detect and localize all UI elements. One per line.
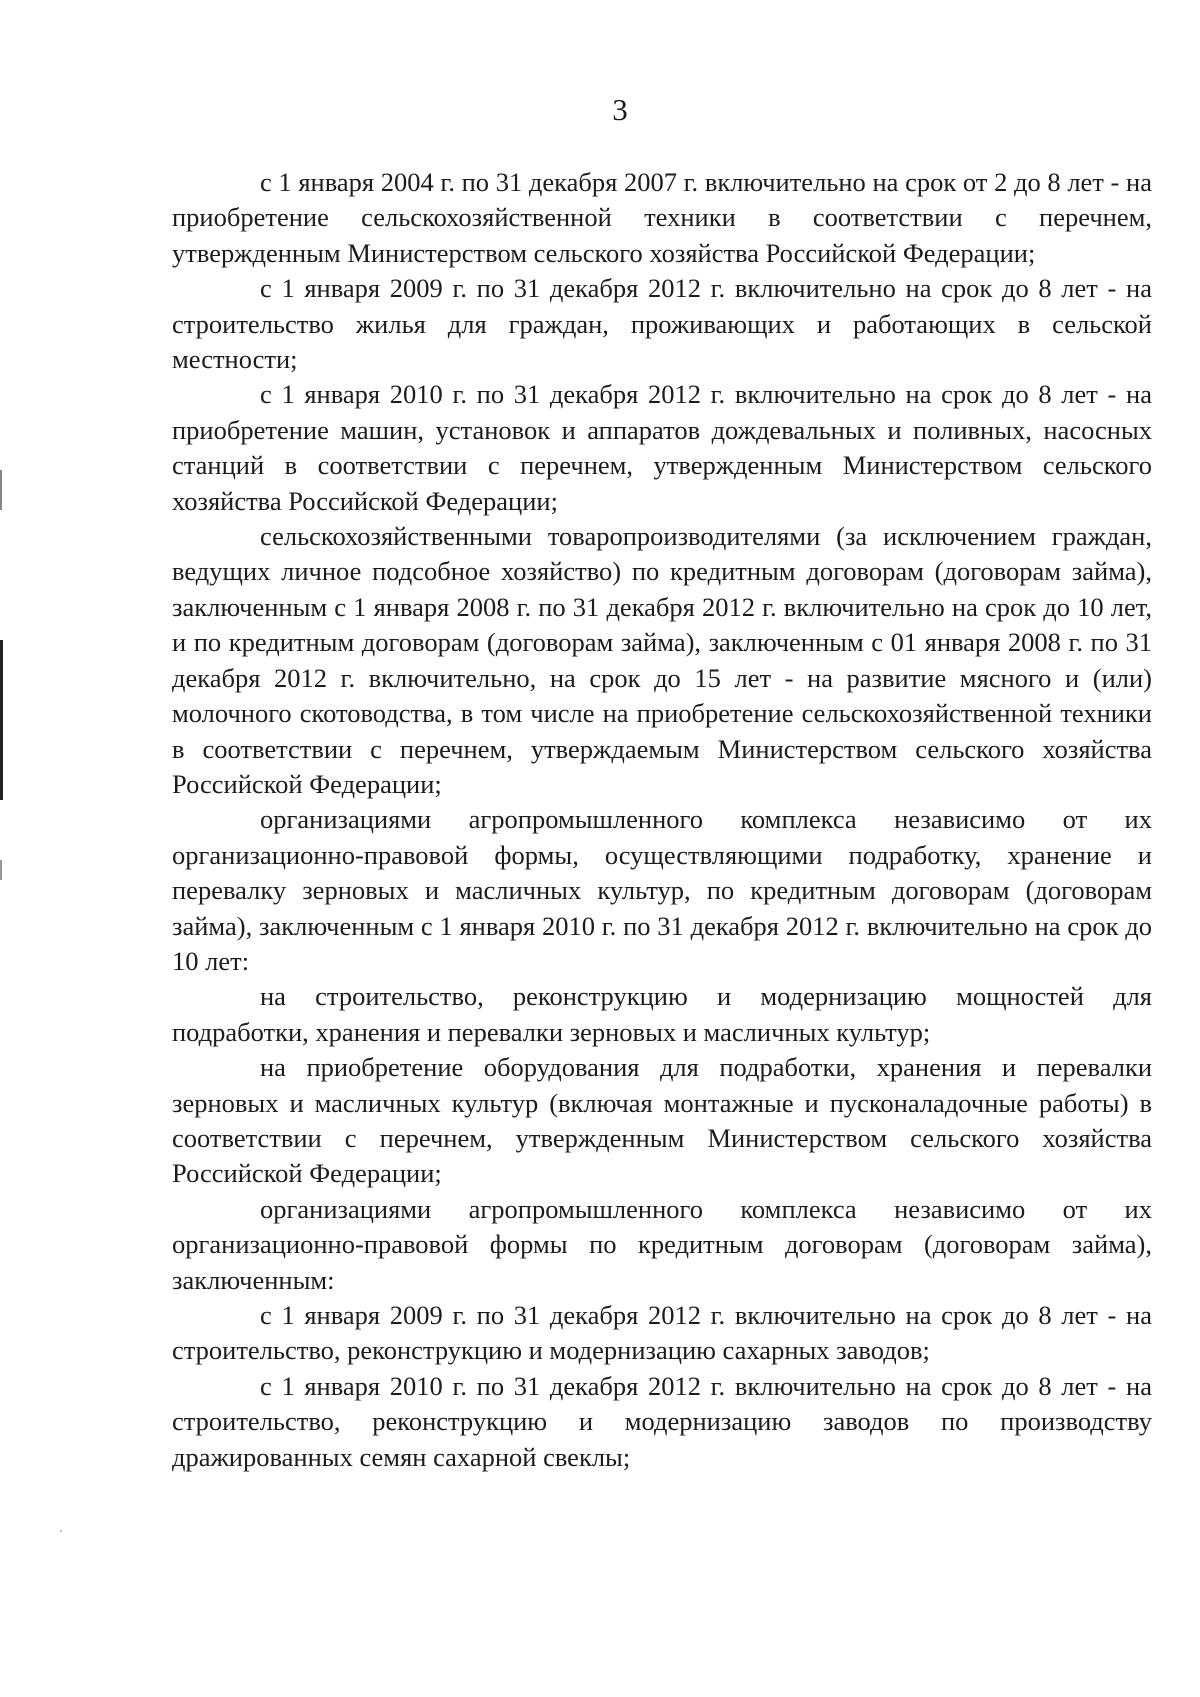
paragraph: на строительство, реконструкцию и модернизацию мощностей для подработки, хранения и перевалки зерновых и масличных культур; bbox=[172, 981, 1152, 1047]
paragraph: сельскохозяйственными товаропроизводителями (за исключением граждан, ведущих личное подсобное хозяйство) по кредитным договорам (договорам займа), заключенным с 1 января 2008 г. по 31 декабря 2012 г. включительно на срок до 10 лет, и по кредитным договорам (договорам займа), заключенным с 01 января 2008 г. по 31 декабря 2012 г. включительно, на срок до 15 лет - на развитие мясного и (или) молочного скотоводства, в том числе на приобретение сельскохозяйственной техники в соответствии с перечнем, утверждаемым Министерством сельского хозяйства Российской Федерации; bbox=[172, 521, 1152, 799]
paragraph: организациями агропромышленного комплекса независимо от их организационно-правовой формы, осуществляющими подработку, хранение и перевалку зерновых и масличных культур, по кредитным договорам (договорам займа), заключенным с 1 января 2010 г. по 31 декабря 2012 г. включительно на срок до 10 лет: bbox=[172, 804, 1152, 976]
paragraph: организациями агропромышленного комплекса независимо от их организационно-правовой формы по кредитным договорам (договорам займа), заключенным: bbox=[172, 1193, 1152, 1295]
scan-edge-mark bbox=[0, 860, 2, 880]
paragraph: с 1 января 2009 г. по 31 декабря 2012 г. включительно на срок до 8 лет - на строительство жилья для граждан, проживающих и работающих в сельской местности; bbox=[172, 273, 1152, 375]
scan-edge-mark bbox=[0, 640, 3, 800]
paragraph: с 1 января 2009 г. по 31 декабря 2012 г. включительно на срок до 8 лет - на строительство, реконструкцию и модернизацию сахарных заводов; bbox=[172, 1300, 1152, 1366]
scan-speck bbox=[60, 1530, 62, 1532]
document-body bbox=[172, 165, 1152, 1475]
scan-edge-mark bbox=[0, 470, 2, 510]
paragraph: с 1 января 2004 г. по 31 декабря 2007 г. включительно на срок от 2 до 8 лет - на приобретение сельскохозяйственной техники в соответствии с перечнем, утвержденным Министерством сельского хозяйства Российской Федерации; bbox=[172, 167, 1152, 268]
paragraph: на приобретение оборудования для подработки, хранения и перевалки зерновых и масличных культур (включая монтажные и пусконаладочные работы) в соответствии с перечнем, утвержденным Министерством сельского хозяйства Российской Федерации; bbox=[172, 1052, 1152, 1189]
paragraph: с 1 января 2010 г. по 31 декабря 2012 г. включительно на срок до 8 лет - на строительство, реконструкцию и модернизацию заводов по производству дражированных семян сахарной свеклы; bbox=[172, 1370, 1152, 1472]
page-number: 3 bbox=[612, 92, 628, 127]
paragraph: с 1 января 2010 г. по 31 декабря 2012 г. включительно на срок до 8 лет - на приобретение машин, установок и аппаратов дождевальных и поливных, насосных станций в соответствии с перечнем, утвержденным Министерством сельского хозяйства Российской Федерации; bbox=[172, 379, 1152, 516]
